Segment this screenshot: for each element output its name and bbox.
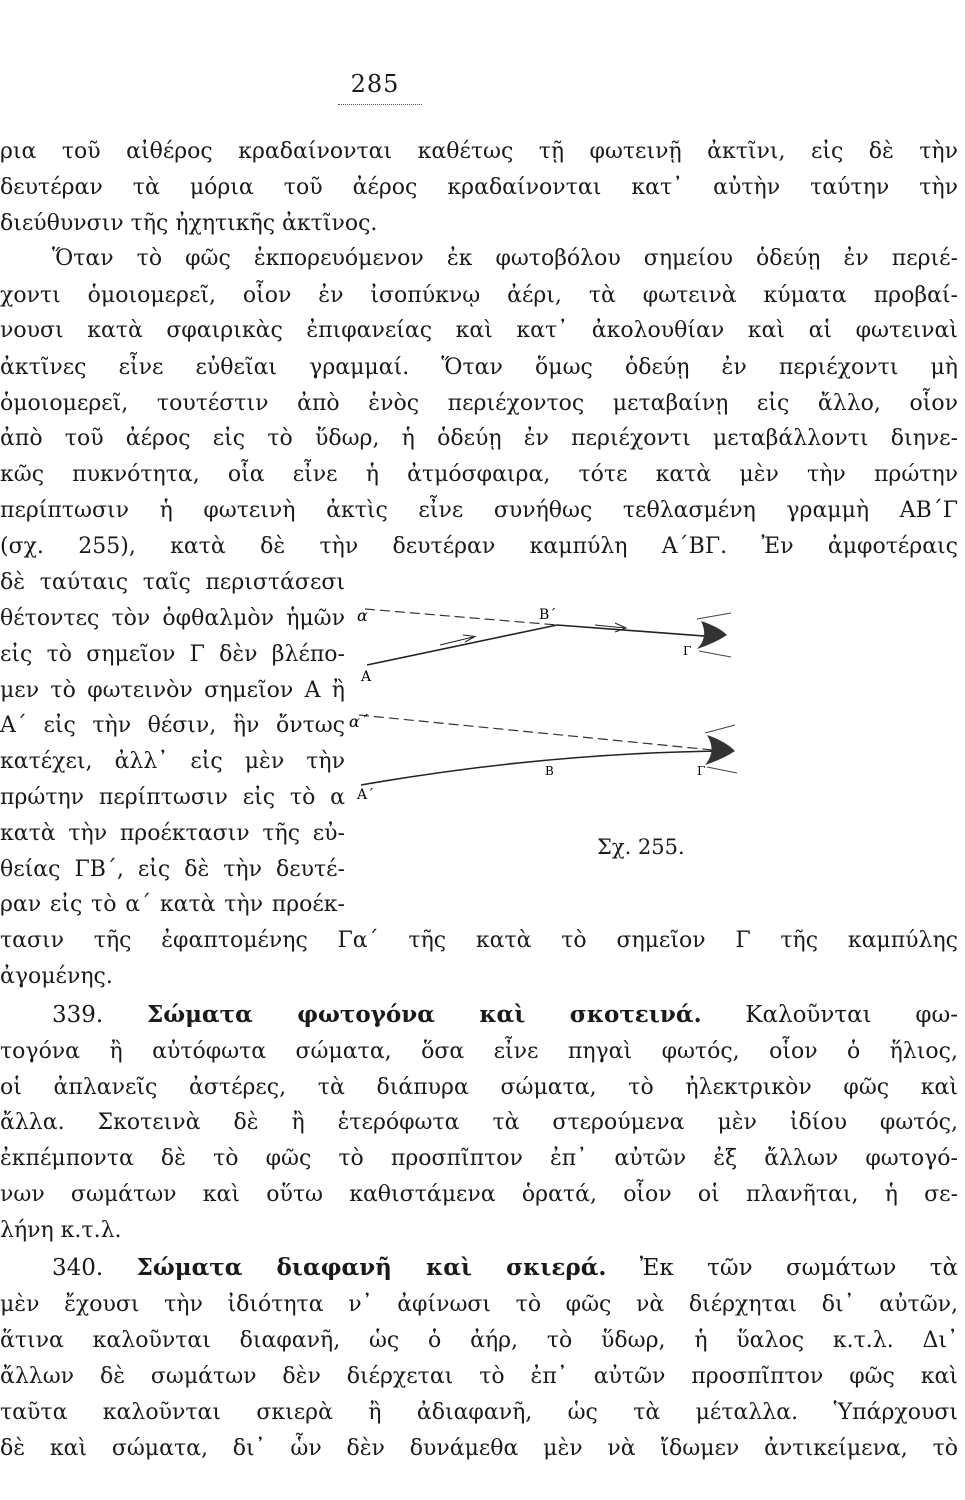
text-span: Ἐκ τῶν σωμάτων τὰ (639, 1255, 958, 1281)
section-heading: Σώματα φωτογόνα καὶ σκοτεινά. (146, 1001, 702, 1028)
text-line: δὲ καὶ σώματα, δι᾽ ὧν δὲν δυνάμεθα μὲν νὰ ἴδωμεν ἀντικείμενα, τὸ (0, 1436, 958, 1461)
page-number: 285 (350, 70, 400, 98)
text-line: ρια τοῦ αἰθέρος κραδαίνονται καθέτως τῇ φωτεινῇ ἀκτῖνι, εἰς δὲ τὴν (0, 139, 958, 164)
text-line: κατὰ τὴν προέκτασιν τῆς εὐ- (0, 821, 345, 846)
text-line: νων σωμάτων καὶ οὕτω καθιστάμενα ὁρατά, οἷον οἱ πλανῆται, ἡ σε- (0, 1182, 958, 1207)
page-number-rule (338, 104, 422, 105)
text-line: περίπτωσιν ἡ φωτεινὴ ἀκτὶς εἶνε συνήθως τεθλασμένη γραμμὴ ΑΒ΄Γ (0, 498, 958, 523)
text-line: χοντι ὁμοιομερεῖ, οἷον ἐν ἰσοπύκνῳ ἀέρι, τὰ φωτεινὰ κύματα προβαί- (0, 283, 958, 308)
text-line: (σχ. 255), κατὰ δὲ τὴν δευτέραν καμπύλη Α΄ΒΓ. Ἐν ἀμφοτέραις (0, 534, 958, 559)
text-line: Α΄ εἰς τὴν θέσιν, ἣν ὄντως (0, 713, 345, 738)
text-line: ὁμοιομερεῖ, τουτέστιν ἀπὸ ἑνὸς περιέχοντος μεταβαίνῃ εἰς ἄλλο, οἷον (0, 391, 958, 416)
text-line: ἀκτῖνες εἶνε εὐθεῖαι γραμμαί. Ὅταν ὅμως ὁδεύῃ ἐν περιέχοντι μὴ (0, 355, 958, 380)
label-a-prime: α΄ (349, 712, 368, 731)
text-line: τασιν τῆς ἐφαπτομένης Γα΄ τῆς κατὰ τὸ σημεῖον Γ τῆς καμπύλης (0, 928, 958, 953)
label-B: Β (545, 764, 554, 778)
label-G-bottom: Γ (697, 764, 706, 778)
text-line: πρώτην περίπτωσιν εἰς τὸ α (0, 785, 345, 810)
section-number: 339. (52, 1002, 104, 1028)
section-heading: Σώματα διαφανῆ καὶ σκιερά. (136, 1254, 607, 1281)
text-line: ἄλλων δὲ σωμάτων δὲν διέρχεται τὸ ἐπ᾽ αὐτῶν προσπῖπτον φῶς καὶ (0, 1364, 958, 1389)
text-line: μεν τὸ φωτεινὸν σημεῖον Α ἢ (0, 678, 345, 703)
text-line: ραν εἰς τὸ α΄ κατὰ τὴν προέκ- (0, 892, 345, 917)
text-line: δὲ ταύταις ταῖς περιστάσεσι (0, 570, 345, 595)
text-line: ἀγομένης. (0, 964, 113, 989)
refracted-ray-line (557, 625, 717, 637)
label-A-prime: Α΄ (357, 787, 375, 803)
text-line: κῶς πυκνότητα, οἷα εἶνε ἡ ἀτμόσφαιρα, τότε κατὰ μὲν τὴν πρώτην (0, 462, 958, 487)
curved-ray-line (361, 751, 723, 785)
ray-extension-line (365, 609, 557, 625)
text-line: δευτέραν τὰ μόρια τοῦ ἀέρος κραδαίνονται κατ᾽ αὐτὴν ταύτην τὴν (0, 175, 958, 200)
figure-caption: Σχ. 255. (597, 835, 685, 859)
text-line: ἅτινα καλοῦνται διαφανῆ, ὡς ὁ ἀήρ, τὸ ὕδωρ, ἡ ὕαλος κ.τ.λ. Δι᾽ (0, 1328, 958, 1353)
tangent-extension-line (359, 715, 723, 751)
label-A: Α (361, 669, 372, 685)
incident-ray-line (367, 625, 557, 665)
eye-icon (697, 621, 727, 649)
label-B-prime: Β΄ (539, 607, 557, 623)
section-number: 340. (52, 1255, 104, 1281)
label-a: α (357, 606, 368, 625)
text-line: ἐκπέμποντα δὲ τὸ φῶς τὸ προσπῖπτον ἐπ᾽ αὐτῶν ἐξ ἄλλων φωτογό- (0, 1146, 958, 1171)
text-line: διεύθυνσιν τῆς ἠχητικῆς ἀκτῖνος. (0, 211, 378, 236)
text-line: λήνη κ.τ.λ. (0, 1218, 122, 1243)
text-span: Καλοῦνται φω- (745, 1002, 959, 1028)
text-line: τογόνα ἢ αὐτόφωτα σώματα, ὅσα εἶνε πηγαὶ φωτός, οἷον ὁ ἥλιος, (0, 1039, 958, 1064)
text-line: ταῦτα καλοῦνται σκιερὰ ἢ ἀδιαφανῆ, ὡς τὰ μέταλλα. Ὑπάρχουσι (0, 1400, 958, 1425)
text-line: νουσι κατὰ σφαιρικὰς ἐπιφανείας καὶ κατ᾽ ἀκολουθίαν καὶ αἱ φωτειναὶ (0, 318, 958, 343)
refraction-figure (345, 585, 770, 865)
text-line: ἀπὸ τοῦ ἀέρος εἰς τὸ ὕδωρ, ἡ ὁδεύῃ ἐν περιέχοντι μεταβάλλοντι διηνε- (0, 426, 958, 451)
text-line: ἄλλα. Σκοτεινὰ δὲ ἢ ἑτερόφωτα τὰ στερούμενα μὲν ἰδίου φωτός, (0, 1110, 958, 1135)
text-line: κατέχει, ἀλλ᾽ εἰς μὲν τὴν (0, 749, 345, 774)
label-G-top: Γ (683, 644, 692, 658)
text-line: Ὅταν τὸ φῶς ἐκπορευόμενον ἐκ φωτοβόλου σημείου ὁδεύῃ ἐν περιέ- (52, 246, 958, 271)
text-line: θέτοντες τὸν ὀφθαλμὸν ἡμῶν (0, 606, 345, 631)
text-line: θείας ΓΒ΄, εἰς δὲ τὴν δευτέ- (0, 857, 345, 882)
text-line: εἰς τὸ σημεῖον Γ δὲν βλέπο- (0, 642, 345, 667)
text-line: οἱ ἀπλανεῖς ἀστέρες, τὰ διάπυρα σώματα, τὸ ἠλεκτρικὸν φῶς καὶ (0, 1075, 958, 1100)
section-340-first-line (52, 1253, 958, 1283)
section-339-first-line (52, 1000, 958, 1030)
text-line: μὲν ἔχουσι τὴν ἰδιότητα ν᾽ ἀφίνωσι τὸ φῶς νὰ διέρχηται δι᾽ αὐτῶν, (0, 1292, 958, 1317)
